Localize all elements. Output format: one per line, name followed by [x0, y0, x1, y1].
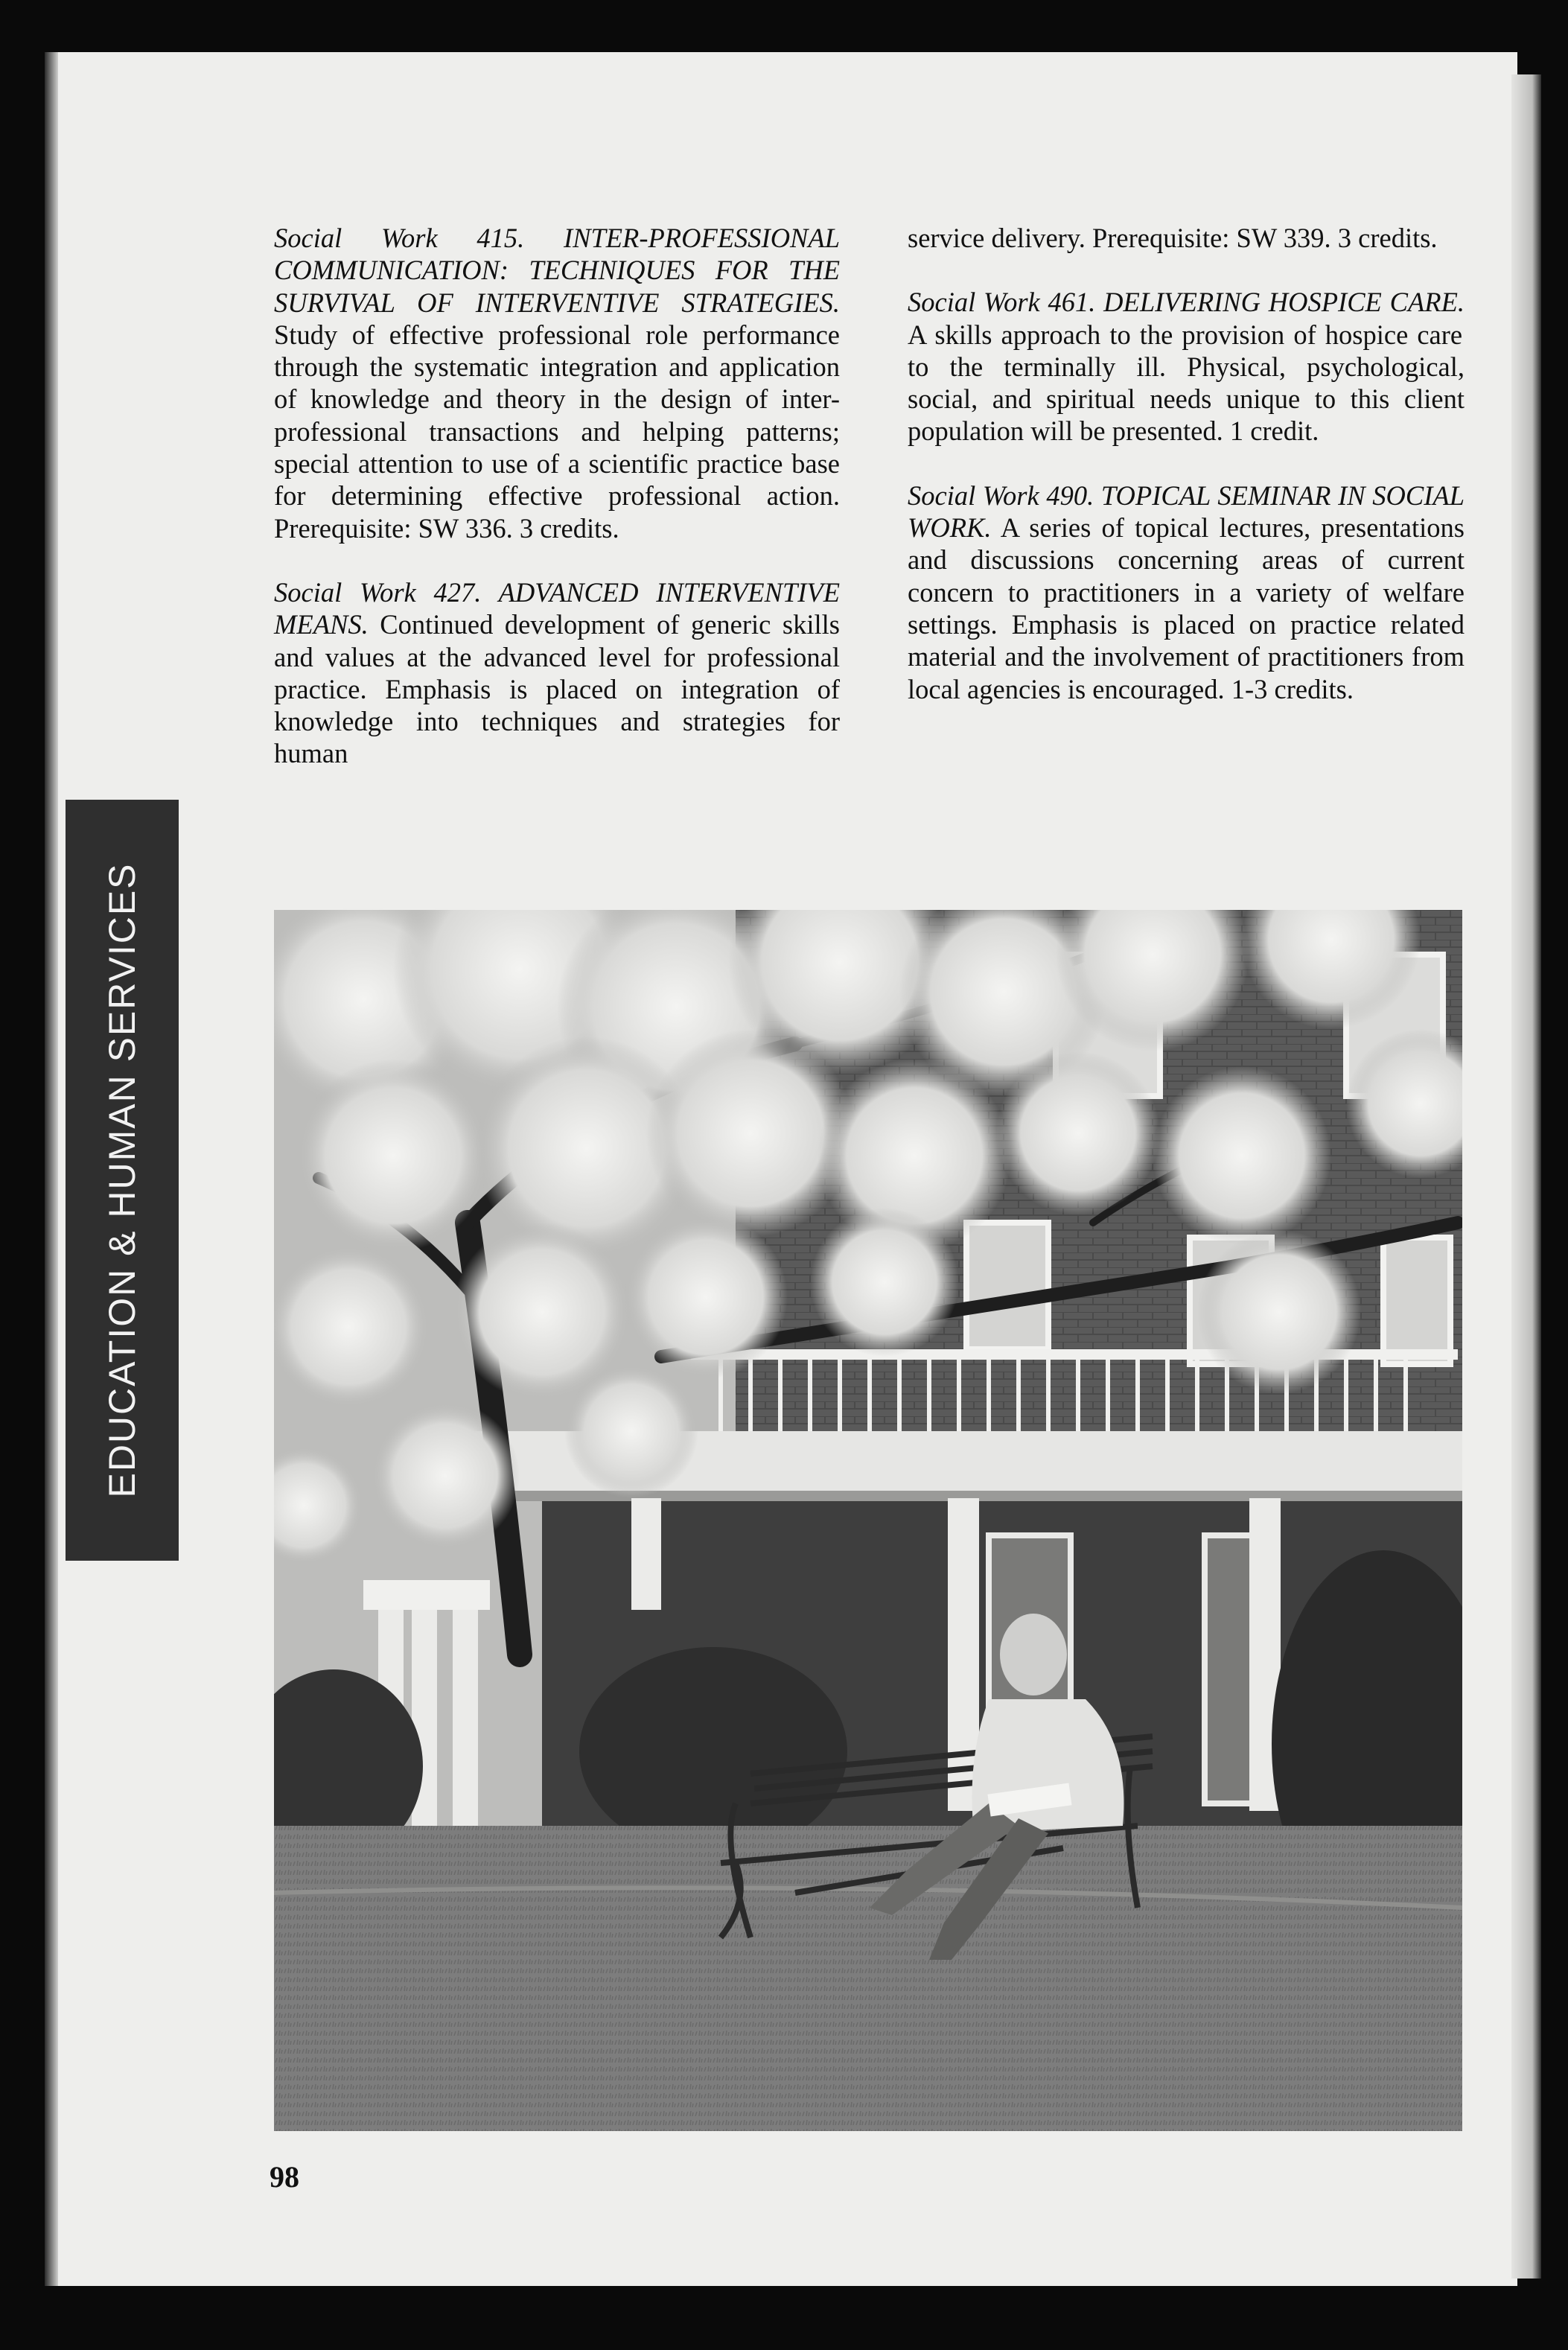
campus-photo [274, 910, 1462, 2131]
section-tab-label: EDUCATION & HUMAN SERVICES [101, 862, 143, 1498]
page-edge [1511, 74, 1541, 2279]
course-entry [274, 576, 840, 770]
left-column [274, 222, 840, 802]
right-column [908, 222, 1465, 737]
course-description: service delivery. Prerequisite: SW 339. 3 credits. [908, 223, 1438, 253]
course-entry [274, 222, 840, 544]
course-entry-continued [908, 222, 1465, 254]
course-description: A skills approach to the provision of hospice care to the terminally ill. Physical, psychological, social, and spiritual needs unique to this client population will be presented. 1 credit. [908, 319, 1465, 447]
course-entry [908, 480, 1465, 705]
course-heading: Social Work 461. DELIVERING HOSPICE CARE. [908, 287, 1465, 318]
course-description: Study of effective professional role performance through the systematic integration and application of knowledge and theory in the design of inter-professional transactions and helping patterns; special attention to use of a scientific practice base for determining effective professional action. Prerequisite: SW 336. 3 credits. [274, 319, 840, 544]
course-heading: Social Work 427. ADVANCED INTERVENTIVE MEANS. [274, 576, 840, 640]
course-description: Continued development of generic skills and values at the advanced level for professional practice. Emphasis is placed on integration of knowledge into techniques and strategies for human [274, 609, 840, 769]
campus-photo-illustration [274, 910, 1462, 2131]
page-number: 98 [270, 2160, 299, 2194]
course-description: A series of topical lectures, presentations and discussions concerning areas of current concern to practitioners in a variety of welfare settings. Emphasis is placed on practice related material and the involvement of practitioners from local agencies is encouraged. 1-3 credits. [908, 512, 1465, 704]
course-heading: Social Work 490. TOPICAL SEMINAR IN SOCIAL WORK. [908, 480, 1465, 544]
course-entry [908, 286, 1465, 447]
course-heading: Social Work 415. INTER-PROFESSIONAL COMMUNICATION: TECHNIQUES FOR THE SURVIVAL OF INTERVENTIVE STRATEGIES. [274, 223, 840, 318]
